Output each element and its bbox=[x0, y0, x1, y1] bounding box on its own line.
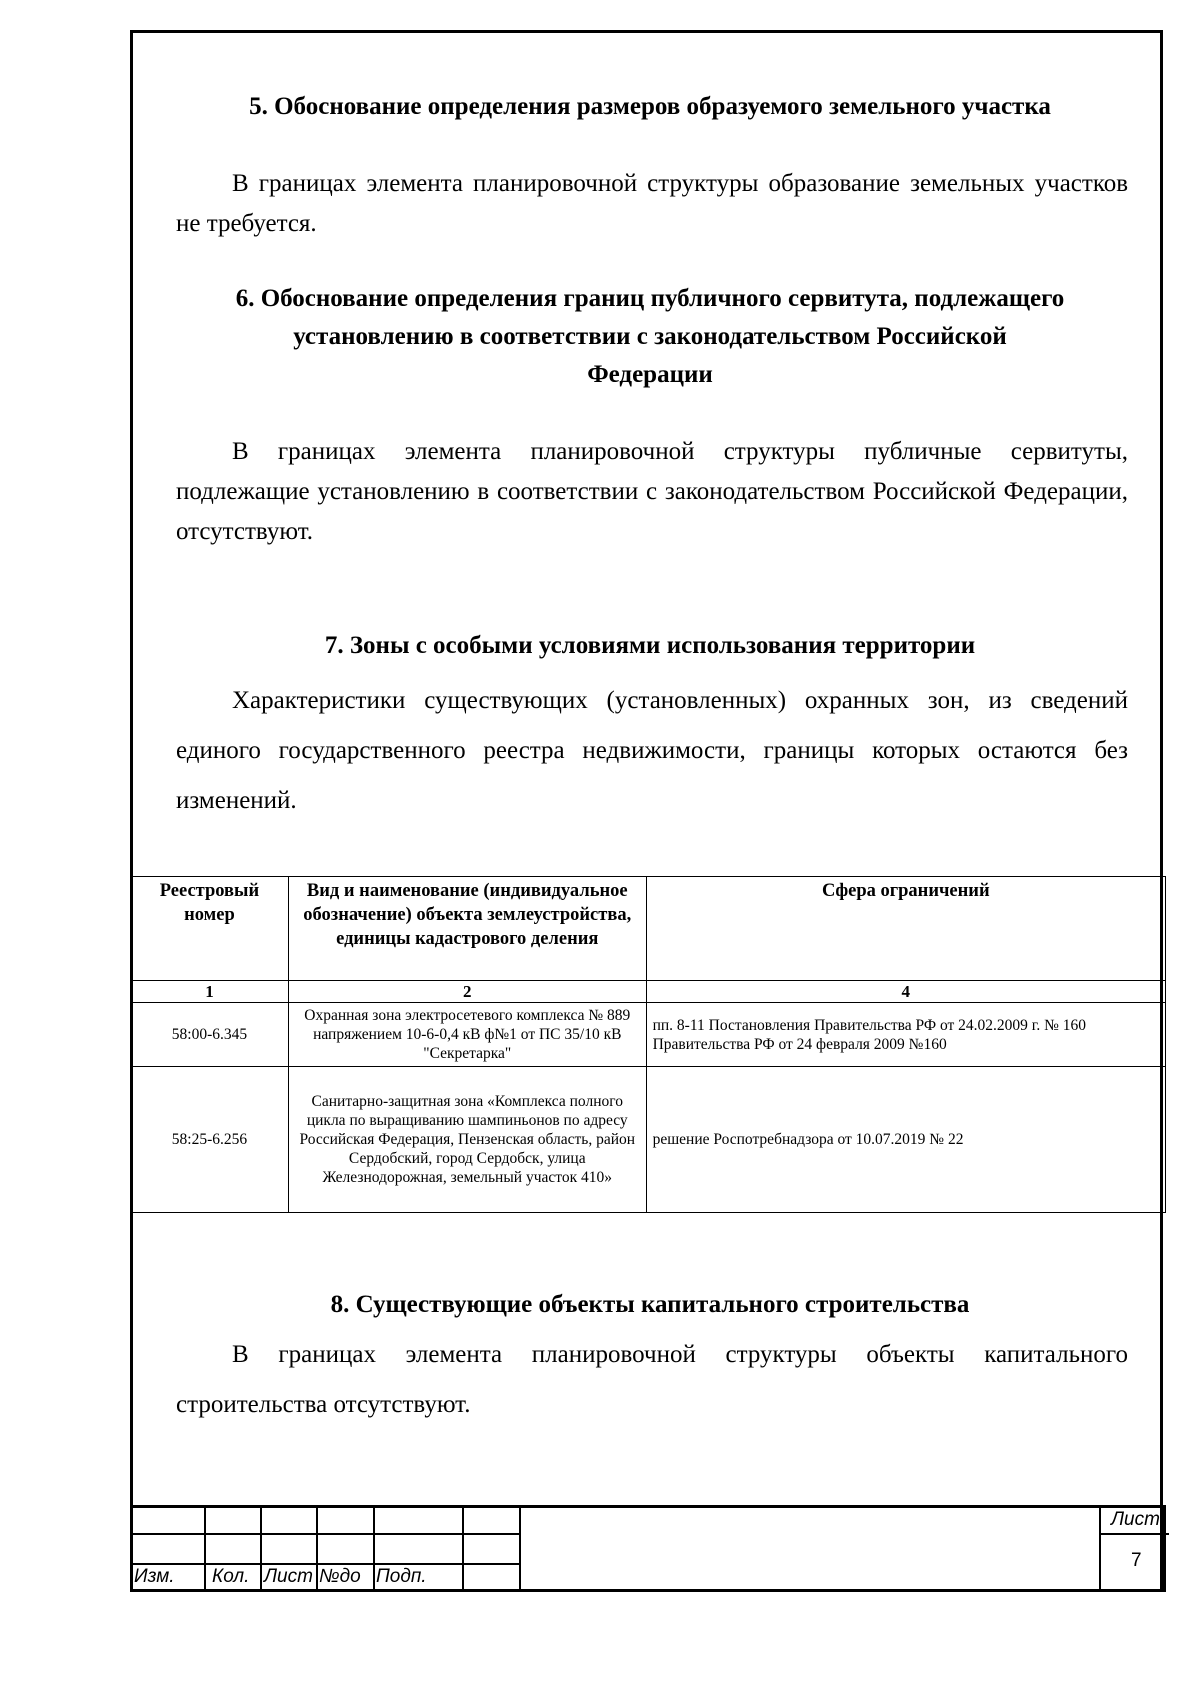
header-registry-number: Реестровый номер bbox=[131, 877, 289, 981]
stamp-divider bbox=[316, 1508, 318, 1589]
table-row bbox=[131, 1067, 1166, 1213]
section-5-text: В границах элемента планировочной структуры образование земельных участков не требуется. bbox=[176, 170, 1128, 237]
restriction-cell: решение Роспотребнадзора от 10.07.2019 № 22 bbox=[646, 1067, 1165, 1213]
stamp-sheet-label: Лист bbox=[1111, 1509, 1160, 1530]
zones-table bbox=[130, 876, 1166, 1213]
section-8-text: В границах элемента планировочной структуры объекты капитального строительства отсутствуют. bbox=[176, 1341, 1128, 1418]
stamp-label-signature: Подп. bbox=[376, 1566, 427, 1587]
title-block-stamp bbox=[130, 1505, 1166, 1592]
stamp-divider bbox=[373, 1508, 375, 1589]
stamp-row-line bbox=[133, 1563, 519, 1565]
stamp-divider bbox=[260, 1508, 262, 1589]
section-8-title: 8. Существующие объекты капитального строительства bbox=[330, 1291, 970, 1318]
sheet-number: 7 bbox=[1131, 1550, 1142, 1571]
stamp-row-line bbox=[133, 1533, 519, 1535]
registry-number-cell: 58:25-6.256 bbox=[131, 1067, 289, 1213]
column-number: 1 bbox=[131, 981, 289, 1003]
table-row bbox=[131, 1003, 1166, 1067]
stamp-divider bbox=[1099, 1508, 1101, 1589]
header-object-name: Вид и наименование (индивидуальное обозначение) объекта землеустройства, единицы кадастрового деления bbox=[288, 877, 646, 981]
section-6-text: В границах элемента планировочной структуры публичные сервитуты, подлежащие установлению в соответствии с законодательством Российской Федерации, отсутствуют. bbox=[176, 438, 1128, 545]
table-header-row bbox=[131, 877, 1166, 981]
stamp-label-count: Кол. bbox=[212, 1566, 250, 1587]
stamp-label-change: Изм. bbox=[134, 1566, 175, 1587]
object-name-cell: Санитарно-защитная зона «Комплекса полного цикла по выращиванию шампиньонов по адресу Российская Федерация, Пензенская область, район Сердобский, город Сердобск, улица Железнодорожная, земельный участок 410» bbox=[288, 1067, 646, 1213]
section-6-title-line2: установлению в соответствии с законодательством Российской bbox=[293, 323, 1007, 350]
object-name-cell: Охранная зона электросетевого комплекса № 889 напряжением 10-6-0,4 кВ ф№1 от ПС 35/10 кВ "Секретарка" bbox=[288, 1003, 646, 1067]
registry-number-cell: 58:00-6.345 bbox=[131, 1003, 289, 1067]
section-7-text: Характеристики существующих (установленных) охранных зон, из сведений единого государственного реестра недвижимости, границы которых остаются без изменений. bbox=[176, 687, 1128, 814]
column-number: 4 bbox=[646, 981, 1165, 1003]
stamp-divider bbox=[462, 1508, 464, 1589]
section-7-title: 7. Зоны с особыми условиями использования территории bbox=[324, 632, 976, 659]
table-column-numbers-row bbox=[131, 981, 1166, 1003]
section-5-title: 5. Обоснование определения размеров образуемого земельного участка bbox=[249, 93, 1051, 120]
header-restriction-scope: Сфера ограничений bbox=[646, 877, 1165, 981]
section-6-title-line3: Федерации bbox=[587, 361, 713, 388]
stamp-sheet-line bbox=[1099, 1533, 1169, 1535]
column-number: 2 bbox=[288, 981, 646, 1003]
stamp-label-sheet: Лист bbox=[264, 1566, 313, 1587]
stamp-divider bbox=[519, 1508, 521, 1589]
stamp-label-doc-number: №до bbox=[319, 1566, 361, 1587]
section-6-title-line1: 6. Обоснование определения границ публичного сервитута, подлежащего bbox=[235, 285, 1065, 312]
stamp-divider bbox=[204, 1508, 206, 1589]
restriction-cell: пп. 8-11 Постановления Правительства РФ от 24.02.2009 г. № 160 Правительства РФ от 24 февраля 2009 №160 bbox=[646, 1003, 1165, 1067]
